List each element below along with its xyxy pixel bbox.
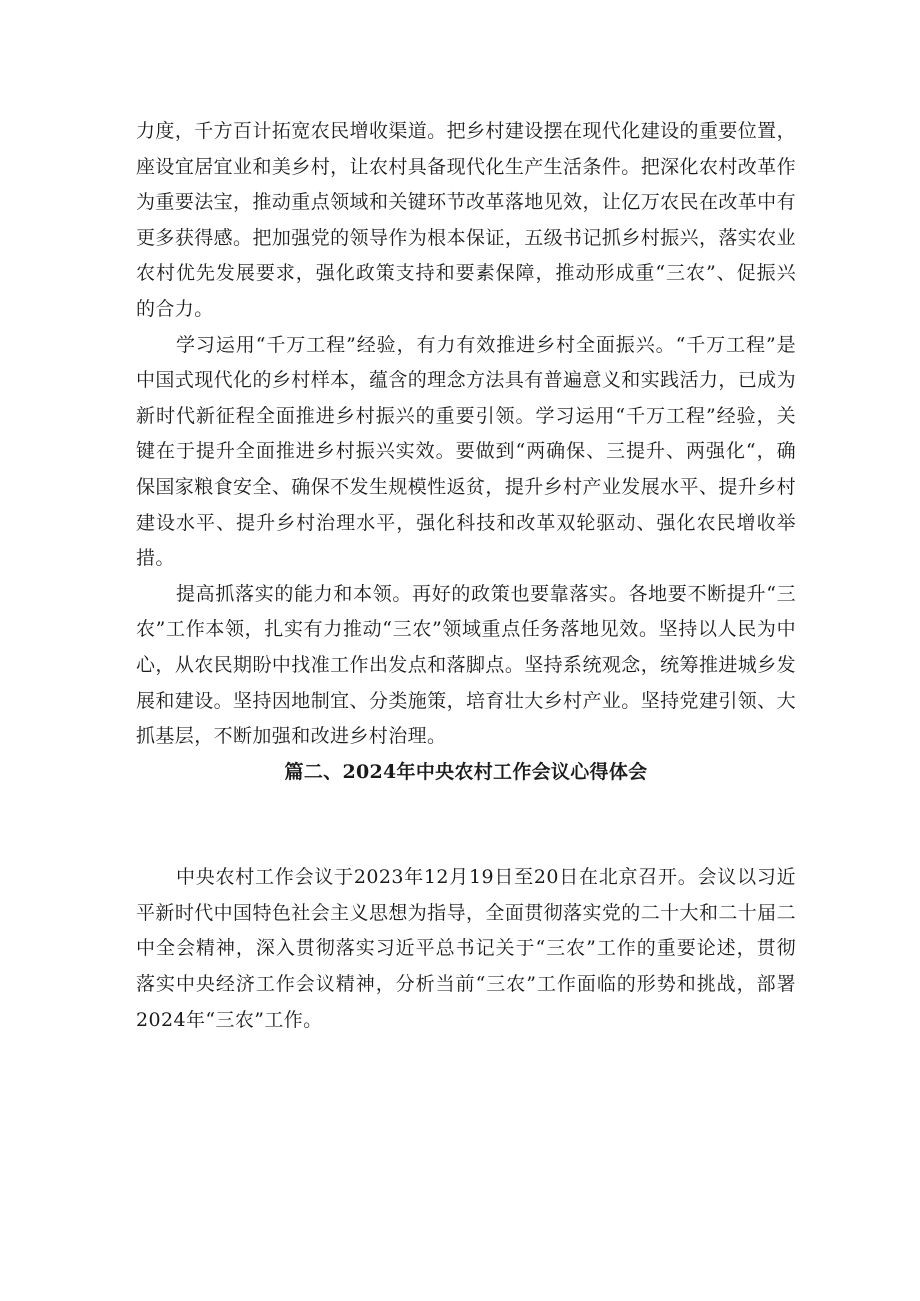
paragraph-continuation: 力度，千方百计拓宽农民增收渠道。把乡村建设摆在现代化建设的重要位置，座设宜居宜业和美乡村，让农村具备现代化生产生活条件。把深化农村改革作为重要法宝，推动重点领域和关键环节改革落地见效，让亿万农民在改革中有更多获得感。把加强党的领导作为根本保证，五级书记抓乡村振兴，落实农业农村优先发展要求，强化政策支持和要素保障，推动形成重“三农”、促振兴的合力。 bbox=[136, 120, 796, 320]
section-title: 篇二、2024年中央农村工作会议心得体会 bbox=[284, 760, 648, 783]
paragraph-qianwan-project: 学习运用“千万工程”经验，有力有效推进乡村全面振兴。“千万工程”是中国式现代化的乡村样本，蕴含的理念方法具有普遍意义和实践活力，已成为新时代新征程全面推进乡村振兴的重要引领。学习运用“千万工程”经验，关键在于提升全面推进乡村振兴实效。要做到“两确保、三提升、两强化“，确保国家粮食安全、确保不发生规模性返贫，提升乡村产业发展水平、提升乡村建设水平、提升乡村治理水平，强化科技和改革双轮驱动、强化农民增收举措。 bbox=[136, 333, 796, 570]
section-gap bbox=[136, 790, 796, 860]
paragraph-implementation: 提高抓落实的能力和本领。再好的政策也要靠落实。各地要不断提升“三农”工作本领，扎实有力推动“三农”领域重点任务落地见效。坚持以人民为中心，从农民期盼中找准工作出发点和落脚点。坚持系统观念，统筹推进城乡发展和建设。坚持因地制宜、分类施策，培育壮大乡村产业。坚持党建引领、大抓基层，不断加强和改进乡村治理。 bbox=[136, 582, 796, 748]
document-page bbox=[136, 114, 796, 1038]
paragraph-meeting-intro: 中央农村工作会议于2023年12月19日至20日在北京召开。会议以习近平新时代中国特色社会主义思想为指导，全面贯彻落实党的二十大和二十届二中全会精神，深入贯彻落实习近平总书记关于“三农”工作的重要论述，贯彻落实中央经济工作会议精神，分析当前“三农”工作面临的形势和挑战，部署2024年“三农”工作。 bbox=[136, 866, 796, 1031]
